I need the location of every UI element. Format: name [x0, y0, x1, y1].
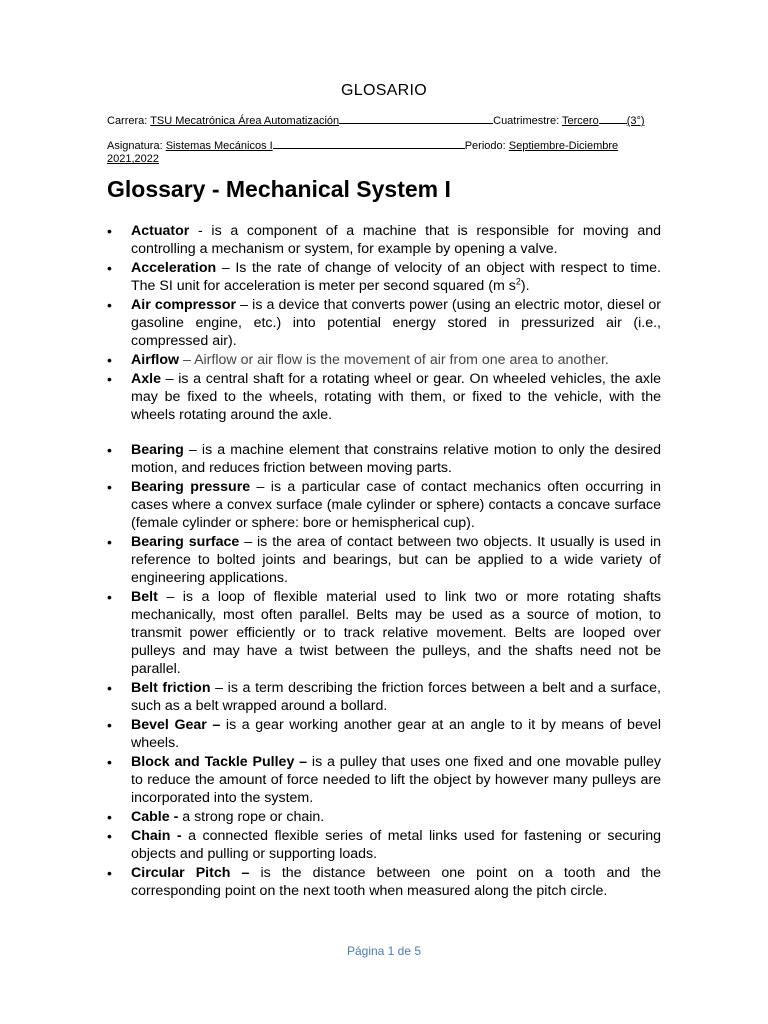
bullet-icon: •: [107, 680, 112, 696]
glossary-entry-belt-friction: [107, 679, 661, 715]
definition: – is the area of contact between two objects. It usually is used in reference to bolted joints and bearings, but can be applied to a wide variety of engineering applications.: [131, 534, 661, 586]
term: Bearing surface: [131, 534, 240, 550]
bullet-icon: •: [107, 865, 112, 881]
term: Block and Tackle Pulley –: [131, 754, 308, 770]
term: Belt friction: [131, 680, 211, 696]
definition: – is a term describing the friction forces between a belt and a surface, such as a belt wrapped around a bollard.: [131, 680, 661, 714]
term-value: Tercero: [562, 115, 599, 127]
career-line: [107, 113, 667, 128]
definition: is the distance between one point on a tooth and the corresponding point on the next tooth when measured along the pitch circle.: [131, 865, 661, 899]
bullet-icon: •: [107, 717, 112, 733]
bullet-icon: •: [107, 754, 112, 770]
glossary-entry-acceleration: [107, 259, 661, 295]
term: Airflow: [131, 352, 180, 368]
glossary-entry-circular-pitch: [107, 864, 661, 900]
term: Cable -: [131, 809, 179, 825]
career-underline: [339, 113, 493, 124]
period-value: Septiembre-Diciembre: [508, 140, 619, 152]
glossary-entry-airflow: [107, 351, 661, 369]
definition: – Airflow or air flow is the movement of air from one area to another.: [179, 352, 609, 368]
glossary-entry-belt: [107, 588, 661, 678]
subject-label: Asignatura:: [107, 140, 163, 152]
career-value: TSU Mecatrónica Área Automatización: [150, 115, 340, 127]
bullet-icon: •: [107, 589, 112, 605]
term: Air compressor: [131, 297, 237, 313]
page-title: GLOSARIO: [341, 82, 427, 99]
bullet-icon: •: [107, 828, 112, 844]
bullet-icon: •: [107, 223, 112, 239]
bullet-icon: •: [107, 809, 112, 825]
term: Acceleration: [131, 260, 217, 276]
definition: a connected flexible series of metal links used for fastening or securing objects and pulling or supporting loads.: [131, 828, 661, 862]
definition: – is a particular case of contact mechanics often occurring in cases where a convex surface (male cylinder or sphere) contacts a concave surface (female cylinder or sphere: bore or hemispherical cup).: [131, 479, 661, 531]
term: Bearing: [131, 442, 184, 458]
glossary-entry-actuator: [107, 222, 661, 258]
glossary-entry-bevel-gear: [107, 716, 661, 752]
glossary-entry-air-compressor: [107, 296, 661, 350]
page-number: Página 1 de 5: [346, 944, 422, 958]
definition: – is a machine element that constrains relative motion to only the desired motion, and reduces friction between moving parts.: [131, 442, 661, 476]
glossary-entry-cable: [107, 808, 661, 826]
glossary-entry-chain: [107, 827, 661, 863]
definition: - is a component of a machine that is responsible for moving and controlling a mechanism or system, for example by opening a valve.: [131, 223, 661, 257]
term: Circular Pitch –: [131, 865, 250, 881]
subject-line: [107, 138, 667, 166]
glossary-entry-bearing-pressure: [107, 478, 661, 532]
bullet-icon: •: [107, 352, 112, 368]
subject-value: Sistemas Mecánicos I: [165, 140, 273, 152]
term: Bevel Gear –: [131, 717, 221, 733]
term: Belt: [131, 589, 158, 605]
term: Chain -: [131, 828, 182, 844]
definition: – Is the rate of change of velocity of an object with respect to time. The SI unit for acceleration is meter per second squared (m s: [131, 260, 661, 294]
term-underline: [599, 113, 627, 124]
term: Actuator: [131, 223, 190, 239]
bullet-icon: •: [107, 371, 112, 387]
definition-superscript: 2: [515, 276, 521, 287]
term: Bearing pressure: [131, 479, 251, 495]
period-year: 2021,2022: [107, 153, 159, 165]
period-label: Periodo:: [464, 140, 506, 152]
bullet-icon: •: [107, 297, 112, 313]
definition: is a gear working another gear at an angle to it by means of bevel wheels.: [131, 717, 661, 751]
glossary-entry-axle: [107, 370, 661, 424]
definition: – is a device that converts power (using an electric motor, diesel or gasoline engine, etc.) into potential energy stored in pressurized air (i.e., compressed air).: [131, 297, 661, 349]
definition: – is a central shaft for a rotating wheel or gear. On wheeled vehicles, the axle may be fixed to the wheels, rotating with them, or fixed to the vehicle, with the wheels rotating around the axle.: [131, 371, 661, 423]
definition: is a pulley that uses one fixed and one movable pulley to reduce the amount of force needed to lift the object by however many pulleys are incorporated into the system.: [131, 754, 661, 806]
definition: a strong rope or chain.: [178, 809, 325, 825]
bullet-icon: •: [107, 479, 112, 495]
glossary-entry-block-and-tackle-pulley: [107, 753, 661, 807]
definition: – is a loop of flexible material used to link two or more rotating shafts mechanically, most often parallel. Belts may be used as a source of motion, to transmit power efficiently or to track relative movement. Belts are looped over pulleys and may have a twist between the pulleys, and the shafts need not be parallel.: [131, 589, 661, 677]
subject-underline: [273, 138, 465, 149]
glossary-entry-bearing-surface: [107, 533, 661, 587]
term-label: Cuatrimestre:: [493, 115, 560, 127]
definition-end: ).: [520, 278, 530, 294]
bullet-icon: •: [107, 260, 112, 276]
glossary-entry-bearing: [107, 441, 661, 477]
term: Axle: [131, 371, 161, 387]
glossary-title: Glossary - Mechanical System I: [107, 176, 451, 202]
term-number: (3°): [626, 115, 645, 127]
career-label: Carrera:: [107, 115, 148, 127]
bullet-icon: •: [107, 442, 112, 458]
bullet-icon: •: [107, 534, 112, 550]
glossary-list: [107, 222, 661, 901]
